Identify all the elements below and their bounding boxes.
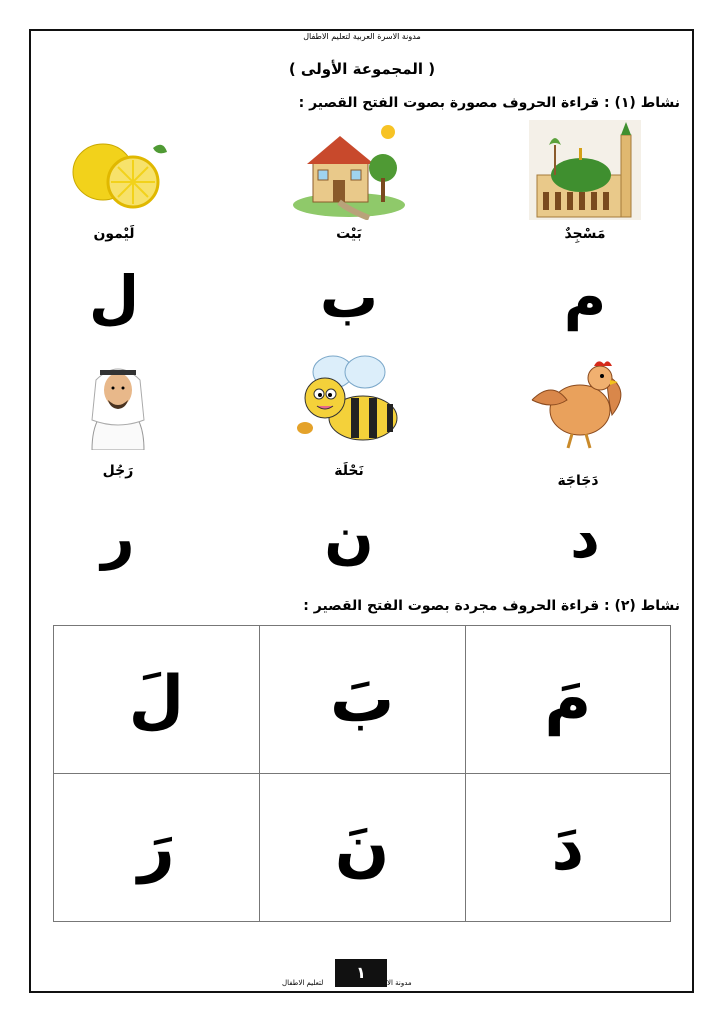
letter-laam: ل <box>88 263 140 331</box>
word-man: رَجُل <box>102 463 134 479</box>
footer-note-right: لتعليم الاطفال <box>282 979 324 987</box>
activity2-title: نشاط (٢) : قراءة الحروف مجردة بصوت الفتح القصير : <box>303 598 680 614</box>
grid-cell-laam-fatha: لَ <box>54 626 260 774</box>
word-bee: نَحْلَة <box>334 463 364 479</box>
house-icon <box>293 120 405 220</box>
letter-daal: د <box>570 503 600 571</box>
page-number: ١ <box>335 959 387 987</box>
letter-raa: ر <box>101 503 135 571</box>
bee-icon <box>293 350 405 450</box>
grid-cell-noon-fatha: نَ <box>259 774 465 922</box>
grid-cell-daal-fatha: دَ <box>465 774 670 922</box>
grid-cell-baa-fatha: بَ <box>259 626 465 774</box>
group-title: ( المجموعة الأولى ) <box>288 60 436 78</box>
lemon-icon <box>58 120 170 220</box>
letter-baa: ب <box>319 263 379 331</box>
grid-cell-meem-fatha: مَ <box>465 626 670 774</box>
word-chicken: دَجَاجَة <box>557 473 599 489</box>
blog-name-header: مدونة الاسرة العربية لتعليم الاطفال <box>303 32 421 41</box>
footer-note-left: مدونة الا <box>387 979 412 987</box>
activity1-title: نشاط (١) : قراءة الحروف مصورة بصوت الفتح القصير : <box>298 95 680 111</box>
man-icon <box>62 350 174 450</box>
grid-row <box>54 626 671 774</box>
grid-row <box>54 774 671 922</box>
letter-noon: ن <box>324 503 374 571</box>
chicken-icon <box>522 350 634 450</box>
letter-meem: م <box>563 263 607 331</box>
word-lemon: لَيْمون <box>93 226 135 242</box>
grid-cell-raa-fatha: رَ <box>54 774 260 922</box>
letters-grid <box>53 625 671 922</box>
word-house: بَيْت <box>336 226 362 242</box>
mosque-icon <box>529 120 641 220</box>
word-mosque: مَسْجِدٌ <box>564 226 606 242</box>
